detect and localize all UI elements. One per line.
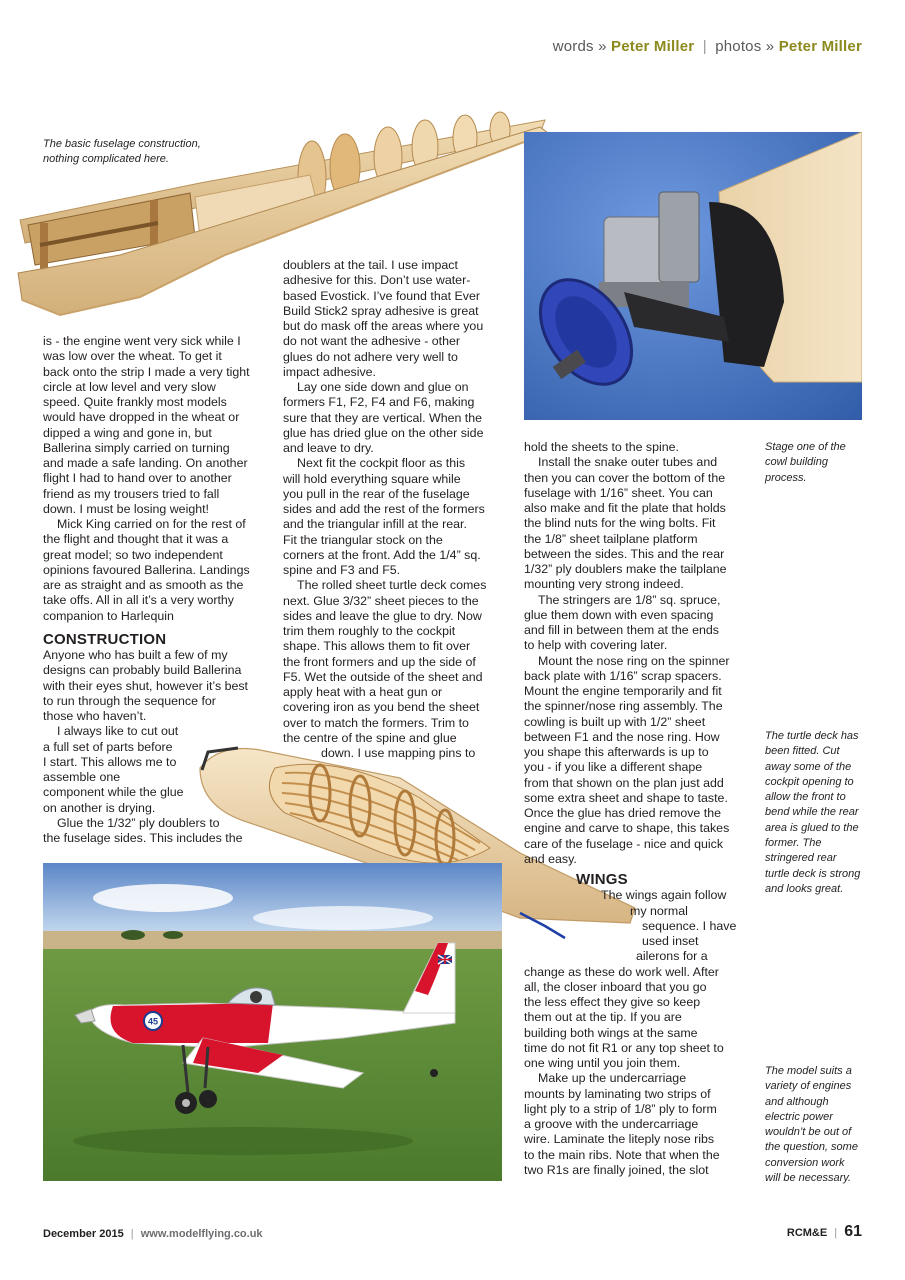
caption-line: cowl building	[765, 456, 828, 469]
caption-line: stringered rear	[765, 852, 837, 865]
photos-label: photos »	[715, 38, 775, 55]
article-column-2	[283, 258, 513, 761]
paragraph: Install the snake outer tubes and then you can cover the bottom of the fuselage with 1/16” sheet. You can also make and fit the plate that holds the blind nuts for the wing bolts. Fit the 1/8” sheet tailplane platform between the sides. This and the rear 1/32” ply doublers make the tailplane mounting very strong indeed.	[524, 455, 727, 592]
footer-right	[787, 1223, 862, 1241]
paragraph: The stringers are 1/8” sq. spruce, glue them down with even spacing and fill in between them at the ends to help with covering later.	[524, 592, 721, 653]
caption-line: away some of the	[765, 760, 852, 773]
footer-left	[43, 1228, 263, 1240]
paragraph: Lay one side down and glue on formers F1, F2, F4 and F6, making sure that they are vertical. When the glue has dried glue on the other side and leave to dry.	[283, 380, 484, 455]
paragraph: is - the engine went very sick while I was low over the wheat. To get it back onto the strip I made a very tight circle at low level and very slow speed. Quite frankly most models would have dropped in the wheat or dipped a wing and gone in, but Ballerina simply carried on turning and made a safe landing. On another flight I had to hand over to another friend as my trousers tried to fall down. I must be losing weight!	[43, 334, 250, 516]
caption-line: and although	[765, 1095, 829, 1108]
words-author: Peter Miller	[611, 38, 695, 55]
caption-fuselage-basic	[43, 137, 243, 168]
paragraph: Make up the undercarriage mounts by laminating two strips of light ply to a strip of 1/8” ply to form a groove with the undercarriage wire. Laminate the liteply nose ribs to the main ribs. Note that when the two R1s are finally joined, the slot	[524, 1071, 720, 1177]
caption-line: variety of engines	[765, 1080, 852, 1093]
caption-line: Stage one of the	[765, 441, 846, 453]
article-column-3	[524, 440, 754, 1178]
paragraph: Anyone who has built a few of my designs can probably build Ballerina with their eyes shut, however it’s best to run through the sequence for those who haven’t.	[43, 648, 249, 723]
racing-number: 45	[147, 1016, 159, 1027]
caption-line: The turtle deck has	[765, 730, 859, 742]
photos-author: Peter Miller	[778, 38, 862, 55]
caption-line: the question, some	[765, 1141, 858, 1154]
paragraph: Mick King carried on for the rest of the flight and thought that it was a great model; so two independent opinions favoured Ballerina. Landings are as straight and as smooth as the take offs. All in all it’s a very worthy companion to Harlequin	[43, 517, 250, 623]
byline-divider: |	[702, 38, 707, 55]
caption-line: conversion work	[765, 1156, 845, 1169]
paragraph: The rolled sheet turtle deck comes next. Glue 3/32” sheet pieces to the sides and leave the glue to dry. Now trim them roughly to the cockpit shape. This allows them to fit over the front formers and up the side of F5. Wet the outside of the sheet and apply heat with a heat gun or covering iron as you bend the sheet over to match the formers. Trim to the centre of the spine and glue down. I use mapping pins to	[283, 578, 487, 760]
paragraph: doublers at the tail. I use impact adhesive for this. Don’t use water- based Evostick. I’ve found that Ever Build Stick2 spray adhesive is great but do mask off the areas where you do not want the adhesive - other glues do not adhere very well to impact adhesive.	[283, 258, 484, 379]
caption-line: turtle deck is strong	[765, 867, 861, 880]
caption-line: bend while the rear	[765, 806, 859, 819]
caption-cowl	[765, 440, 885, 486]
section-heading-construction: CONSTRUCTION	[43, 630, 167, 648]
caption-line: process.	[765, 471, 807, 484]
caption-line: The basic fuselage construction,	[43, 138, 201, 150]
paragraph: Mount the nose ring on the spinner back plate with 1/16” scrap spacers. Mount the engine temporarily and fit the spinner/nose ring assembly. The cowling is built up with 1/2” sheet between F1 and the nose ring. How you shape this afterwards is up to you - if you like a different shape from that shown on the plan just add some extra sheet and shape to taste. Once the glue has dried remove the engine and carve to shape, this takes care of the fuselage - nice and quick and easy.	[524, 653, 730, 866]
caption-engines	[765, 1064, 890, 1186]
engine-cowl-photo	[524, 132, 862, 420]
caption-line: electric power	[765, 1110, 833, 1123]
caption-line: area is glued to the	[765, 821, 859, 834]
paragraph: The wings again follow my normal sequence. I have used inset ailerons for a change as these do work well. After all, the closer inboard that you go the less effect they give so keep them out at the tip. If you are building both wings at the same time do not fit R1 or any top sheet to one wing until you join them.	[524, 888, 737, 1070]
caption-line: The model suits a	[765, 1065, 852, 1077]
website-link[interactable]: www.modelflying.co.uk	[140, 1228, 263, 1240]
footer-divider: |	[834, 1227, 838, 1239]
byline	[553, 38, 862, 55]
words-label: words »	[552, 38, 607, 55]
issue-date: December 2015	[43, 1228, 124, 1240]
paragraph: I always like to cut out a full set of parts before I start. This allows me to assemble one component while the glue on another is drying.	[43, 724, 184, 815]
caption-line: allow the front to	[765, 791, 846, 804]
magazine-name: RCM&E	[786, 1227, 828, 1239]
paragraph: Next fit the cockpit floor as this will hold everything square while you pull in the rear of the fuselage sides and add the rest of the formers and the triangular infill at the rear. Fit the triangular stock on the corners at the front. Add the 1/4” sq. spine and F3 and F5.	[283, 456, 485, 577]
paragraph: hold the sheets to the spine.	[524, 440, 679, 454]
caption-turtle-deck	[765, 729, 890, 897]
caption-line: will be necessary.	[765, 1172, 851, 1185]
caption-line: former. The	[765, 837, 822, 850]
caption-line: wouldn’t be out of	[765, 1126, 852, 1139]
finished-model-photo	[43, 863, 502, 1181]
section-heading-wings: WINGS	[576, 871, 628, 888]
caption-line: nothing complicated here.	[43, 153, 169, 166]
caption-line: been fitted. Cut	[765, 745, 840, 758]
page-number: 61	[844, 1223, 862, 1240]
caption-line: and looks great.	[765, 882, 844, 895]
caption-line: cockpit opening to	[765, 775, 854, 788]
footer-divider: |	[130, 1228, 134, 1240]
paragraph: Glue the 1/32” ply doublers to the fuselage sides. This includes the	[43, 815, 243, 845]
